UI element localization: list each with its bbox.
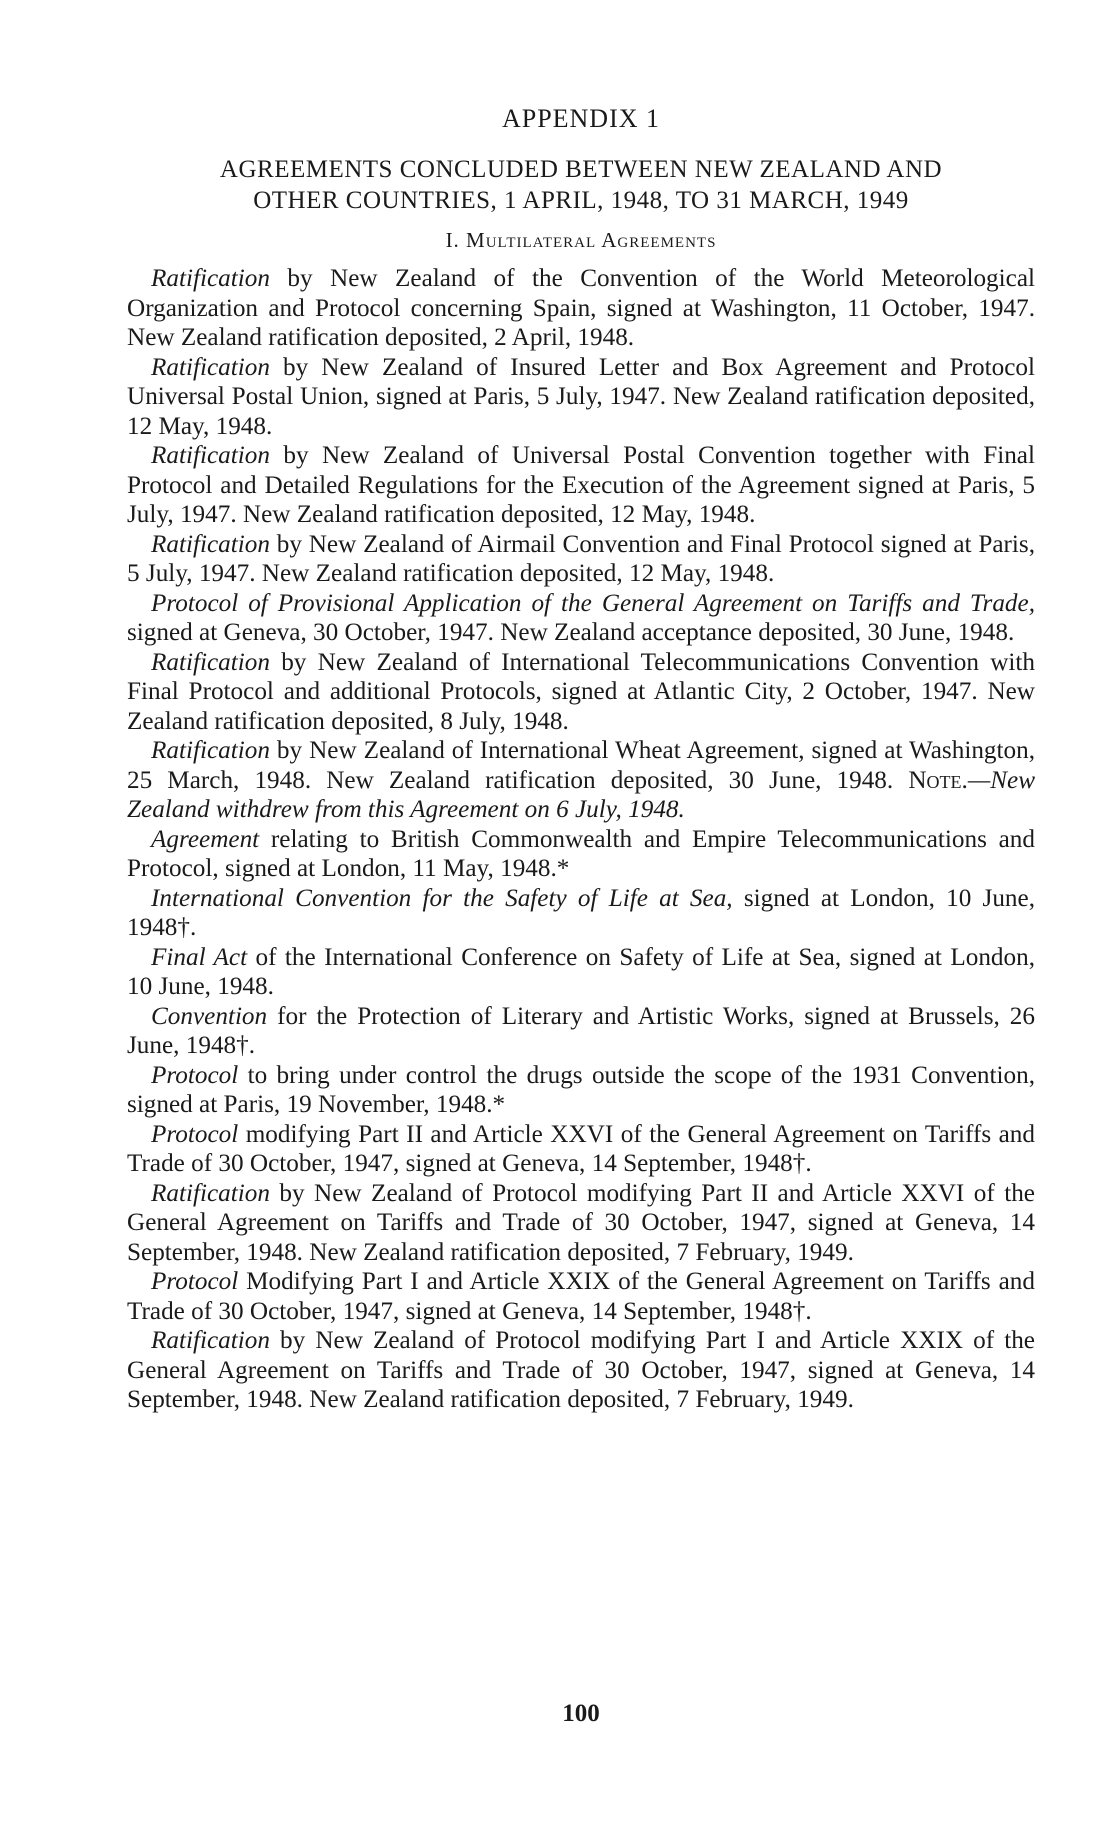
note-text: —New Zealand withdrew from this Agreement on 6 July, 1948.	[127, 766, 1035, 823]
entry-text: for the Protection of Literary and Artistic Works, signed at Brussels, 26 June, 1948†.	[127, 1002, 1035, 1059]
section-title: I. Multilateral Agreements	[445, 228, 717, 252]
entry-text: by New Zealand of Protocol modifying Part I and Article XXIX of the General Agreement on Tariffs and Trade of 30 October, 1947, signed at Geneva, 14 September, 1948. New Zealand ratification deposited, 7 February, 1949.	[127, 1327, 1035, 1413]
agreement-entry-1	[127, 264, 1035, 353]
agreement-entry-5	[127, 589, 1035, 648]
entry-lead: Ratification	[151, 648, 270, 676]
entry-lead: Ratification	[151, 265, 270, 292]
title-line-2: OTHER COUNTRIES, 1 APRIL, 1948, TO 31 MARCH, 1949	[253, 187, 909, 214]
entry-lead: Protocol of Provisional Application of the General Agreement on Tariffs and Trade,	[151, 589, 1035, 617]
entry-lead: Final Act	[151, 943, 248, 971]
entry-lead: Ratification	[151, 1327, 270, 1354]
entry-text: signed at Geneva, 30 October, 1947. New Zealand acceptance deposited, 30 June, 1948.	[127, 619, 1015, 646]
agreement-entry-2	[127, 353, 1035, 442]
entry-text: by New Zealand of Insured Letter and Box Agreement and Protocol Universal Postal Union, signed at Paris, 5 July, 1947. New Zealand ratification deposited, 12 May, 1948.	[127, 353, 1035, 440]
agreement-entry-13	[127, 1120, 1035, 1179]
entry-lead: Ratification	[151, 1179, 270, 1207]
page-title	[127, 154, 1035, 216]
entry-text: to bring under control the drugs outside the scope of the 1931 Convention, signed at Paris, 19 November, 1948.*	[127, 1061, 1035, 1118]
entry-lead: Protocol	[151, 1120, 239, 1148]
entry-lead: Ratification	[151, 737, 270, 764]
entry-text: signed at London, 10 June, 1948†.	[127, 884, 1035, 941]
entry-lead: Ratification	[151, 530, 270, 558]
entry-text: by New Zealand of International Telecommunications Convention with Final Protocol and additional Protocols, signed at Atlantic City, 2 October, 1947. New Zealand ratification deposited, 8 July, 1948.	[127, 648, 1035, 735]
agreement-list	[127, 264, 1035, 1415]
entry-lead: Convention	[151, 1002, 268, 1030]
agreement-entry-10	[127, 943, 1035, 1002]
agreement-entry-8	[127, 825, 1035, 884]
agreement-entry-12	[127, 1061, 1035, 1120]
agreement-entry-4	[127, 530, 1035, 589]
entry-text: Modifying Part I and Article XXIX of the General Agreement on Tariffs and Trade of 30 October, 1947, signed at Geneva, 14 September, 1948†.	[127, 1268, 1035, 1325]
entry-lead: Ratification	[151, 442, 270, 469]
agreement-entry-16	[127, 1326, 1035, 1415]
agreement-entry-15	[127, 1267, 1035, 1326]
entry-text: modifying Part II and Article XXVI of the General Agreement on Tariffs and Trade of 30 October, 1947, signed at Geneva, 14 September, 1948†.	[127, 1120, 1035, 1177]
title-line-1: AGREEMENTS CONCLUDED BETWEEN NEW ZEALAND AND	[219, 156, 943, 183]
entry-text: by New Zealand of International Wheat Agreement, signed at Washington, 25 March, 1948. New Zealand ratification deposited, 30 June, 1948.	[127, 737, 1035, 794]
agreement-entry-6	[127, 648, 1035, 737]
agreement-entry-3	[127, 441, 1035, 530]
entry-text: by New Zealand of Universal Postal Convention together with Final Protocol and Detailed Regulations for the Execution of the Agreement signed at Paris, 5 July, 1947. New Zealand ratification deposited, 12 May, 1948.	[127, 442, 1035, 528]
agreement-entry-11	[127, 1002, 1035, 1061]
appendix-title: APPENDIX 1	[501, 104, 661, 133]
entry-text: by New Zealand of the Convention of the World Meteorological Organization and Protocol concerning Spain, signed at Washington, 11 October, 1947. New Zealand ratification deposited, 2 April, 1948.	[127, 265, 1035, 351]
page-number: 100	[562, 1700, 600, 1727]
entry-text: by New Zealand of Airmail Convention and Final Protocol signed at Paris, 5 July, 1947. New Zealand ratification deposited, 12 May, 1948.	[127, 530, 1035, 587]
entry-lead: Protocol	[151, 1268, 239, 1295]
entry-text: relating to British Commonwealth and Empire Telecommunications and Protocol, signed at London, 11 May, 1948.*	[127, 825, 1035, 882]
entry-lead: International Convention for the Safety of Life at Sea,	[151, 884, 733, 912]
agreement-entry-7	[127, 736, 1035, 825]
entry-lead: Agreement	[151, 825, 260, 853]
entry-text: of the International Conference on Safety of Life at Sea, signed at London, 10 June, 1948.	[127, 943, 1035, 1000]
agreement-entry-14	[127, 1179, 1035, 1268]
entry-lead: Ratification	[151, 353, 270, 381]
note-label: Note.	[908, 766, 968, 794]
entry-lead: Protocol	[151, 1061, 239, 1089]
entry-text: by New Zealand of Protocol modifying Part II and Article XXVI of the General Agreement on Tariffs and Trade of 30 October, 1947, signed at Geneva, 14 September, 1948. New Zealand ratification deposited, 7 February, 1949.	[127, 1179, 1035, 1266]
agreement-entry-9	[127, 884, 1035, 943]
